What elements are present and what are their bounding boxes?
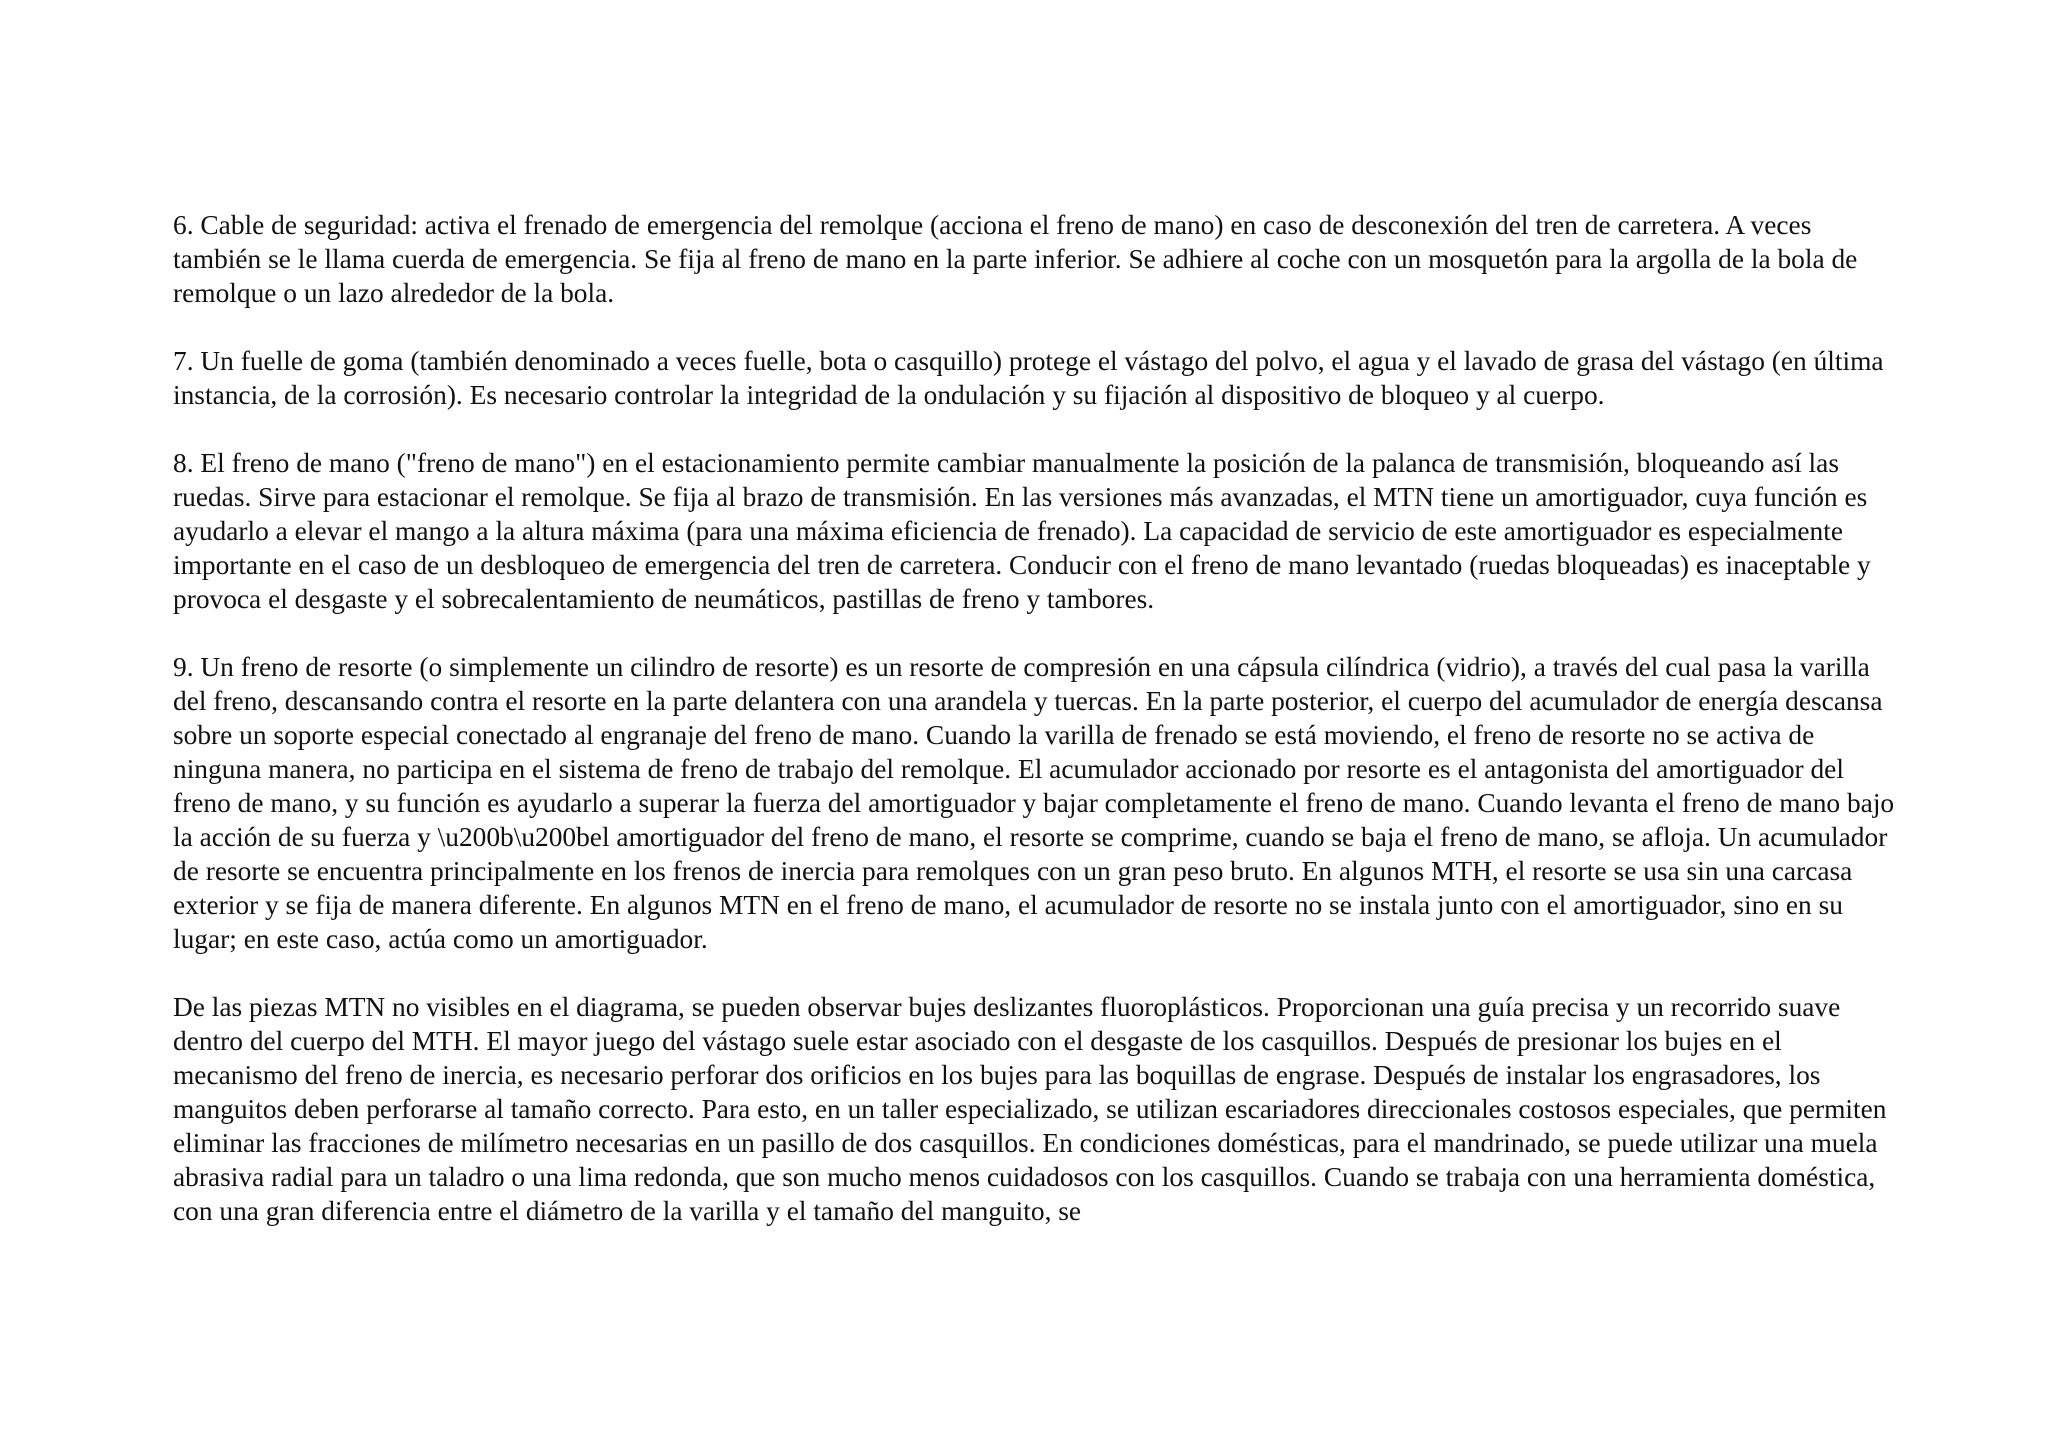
paragraph-6-safety-cable: 6. Cable de seguridad: activa el frenado de emergencia del remolque (acciona el freno de mano) en caso de desconexión del tren de carretera. A veces también se le llama cuerda de emergencia. Se fija al freno de mano en la parte inferior. Se adhiere al coche con un mosquetón para la argolla de la bola de remolque o un lazo alrededor de la bola. (173, 210, 1858, 308)
paragraph-7-rubber-bellows: 7. Un fuelle de goma (también denominado a veces fuelle, bota o casquillo) protege el vástago del polvo, el agua y el lavado de grasa del vástago (en última instancia, de la corrosión). Es necesario controlar la integridad de la ondulación y su fijación al dispositivo de bloqueo y al cuerpo. (173, 346, 1884, 410)
paragraph-bushings: De las piezas MTN no visibles en el diagrama, se pueden observar bujes deslizantes fluoroplásticos. Proporcionan una guía precisa y un recorrido suave dentro del cuerpo del MTH. El mayor juego del vástago suele estar asociado con el desgaste de los casquillos. Después de presionar los bujes en el mecanismo del freno de inercia, es necesario perforar dos orificios en los bujes para las boquillas de engrase. Después de instalar los engrasadores, los manguitos deben perforarse al tamaño correcto. Para esto, en un taller especializado, se utilizan escariadores direccionales costosos especiales, que permiten eliminar las fracciones de milímetro necesarias en un pasillo de dos casquillos. En condiciones domésticas, para el mandrinado, se puede utilizar una muela abrasiva radial para un taladro o una lima redonda, que son mucho menos cuidadosos con los casquillos. Cuando se trabaja con una herramienta doméstica, con una gran diferencia entre el diámetro de la varilla y el tamaño del manguito, se (173, 992, 1887, 1226)
document-body (173, 208, 1903, 1262)
paragraph-8-handbrake: 8. El freno de mano ("freno de mano") en el estacionamiento permite cambiar manualmente la posición de la palanca de transmisión, bloqueando así las ruedas. Sirve para estacionar el remolque. Se fija al brazo de transmisión. En las versiones más avanzadas, el MTN tiene un amortiguador, cuya función es ayudarlo a elevar el mango a la altura máxima (para una máxima eficiencia de frenado). La capacidad de servicio de este amortiguador es especialmente importante en el caso de un desbloqueo de emergencia del tren de carretera. Conducir con el freno de mano levantado (ruedas bloqueadas) es inaceptable y provoca el desgaste y el sobrecalentamiento de neumáticos, pastillas de freno y tambores. (173, 448, 1871, 614)
paragraph-9-spring-brake: 9. Un freno de resorte (o simplemente un cilindro de resorte) es un resorte de compresión en una cápsula cilíndrica (vidrio), a través del cual pasa la varilla del freno, descansando contra el resorte en la parte delantera con una arandela y tuercas. En la parte posterior, el cuerpo del acumulador de energía descansa sobre un soporte especial conectado al engranaje del freno de mano. Cuando la varilla de frenado se está moviendo, el freno de resorte no se activa de ninguna manera, no participa en el sistema de freno de trabajo del remolque. El acumulador accionado por resorte es el antagonista del amortiguador del freno de mano, y su función es ayudarlo a superar la fuerza del amortiguador y bajar completamente el freno de mano. Cuando levanta el freno de mano bajo la acción de su fuerza y \u200b\u200bel amortiguador del freno de mano, el resorte se comprime, cuando se baja el freno de mano, se afloja. Un acumulador de resorte se encuentra principalmente en los frenos de inercia para remolques con un gran peso bruto. En algunos MTH, el resorte se usa sin una carcasa exterior y se fija de manera diferente. En algunos MTN en el freno de mano, el acumulador de resorte no se instala junto con el amortiguador, sino en su lugar; en este caso, actúa como un amortiguador. (173, 652, 1895, 954)
